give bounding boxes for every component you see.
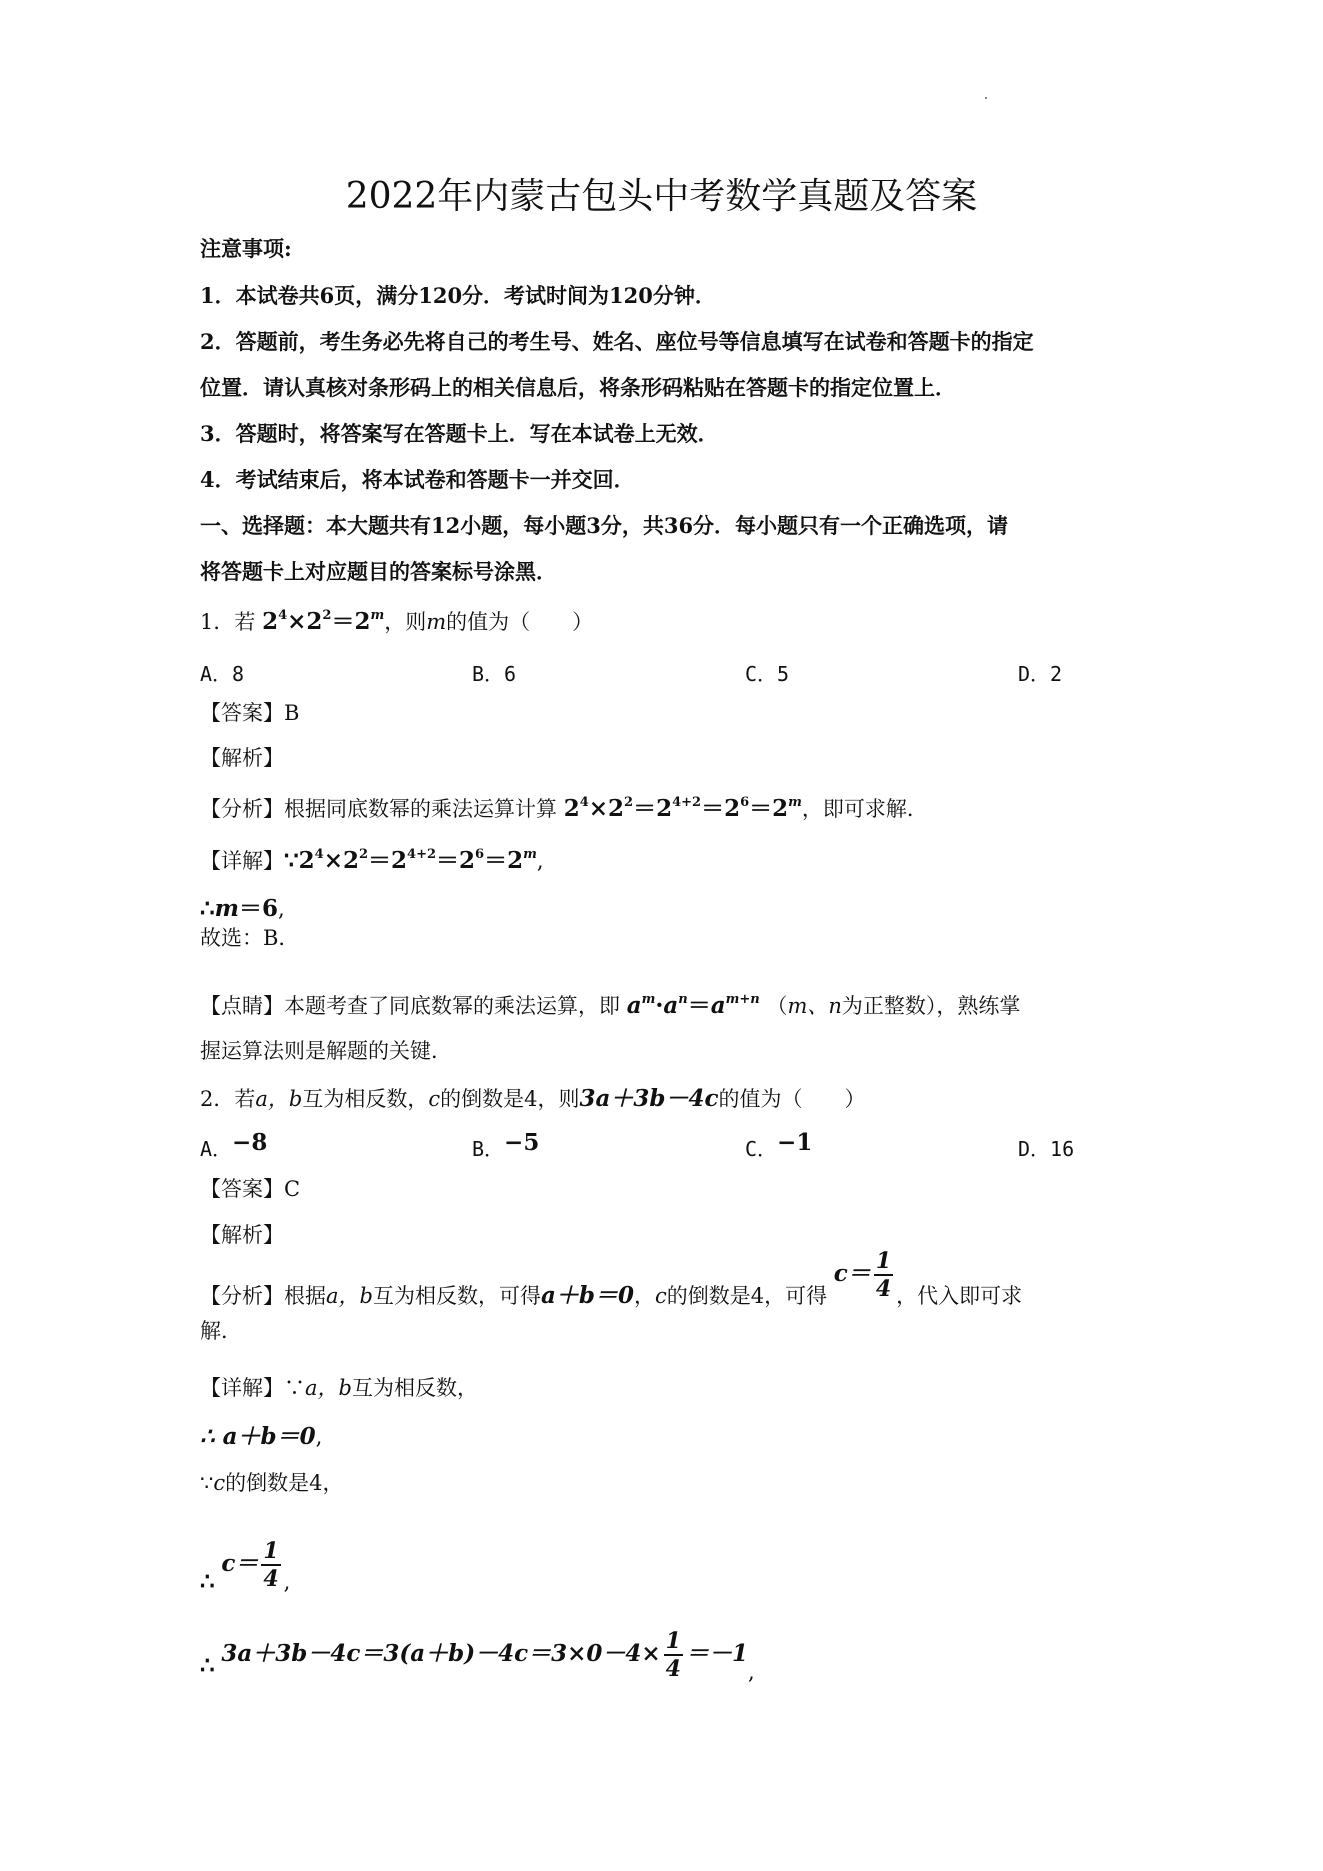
q2-fenxi-prefix: 【分析】根据 — [200, 1284, 326, 1308]
q2-fenxi-mid2: ， — [633, 1284, 655, 1308]
q1-suffix-2: 的值为（ ） — [446, 610, 594, 634]
q1-dianjing-formula: $a^m\cdot a^n=a^{m+n}$ — [626, 992, 760, 1019]
q1-therefore-comma: , — [278, 897, 285, 921]
q2-mid2: 的倒数是4，则 — [440, 1087, 580, 1111]
q1-therefore-formula: ∴m＝6 — [200, 895, 278, 922]
q1-xiangjie-formula: $\because 2^4\times 2^2=2^{4+2}=2^6=2^m$ — [284, 847, 537, 874]
q1-fenxi-suffix: ，即可求解． — [801, 797, 928, 821]
notice-item-3: 3．答题时，将答案写在答题卡上．写在本试卷上无效． — [200, 421, 719, 446]
q1-dianjing-mn: m、n — [787, 994, 842, 1018]
page-title: 2022年内蒙古包头中考数学真题及答案 — [345, 176, 978, 217]
q2-step-3-formula: c＝ $\frac{1}{4}$ — [221, 1538, 279, 1592]
q1-xiangjie-prefix: 【详解】 — [200, 849, 284, 873]
q2-fenxi — [200, 1248, 1023, 1322]
q1-option-c: C．5 — [745, 662, 790, 686]
notice-item-2: 2．答题前，考生务必先将自己的考生号、姓名、座位号等信息填写在试卷和答题卡的指定 — [200, 329, 1034, 354]
q2-var-ab: a，b — [255, 1087, 303, 1111]
q2-option-d: D．16 — [1018, 1137, 1075, 1161]
q1-option-d: D．2 — [1018, 662, 1063, 686]
q2-step-2-var-c: c — [213, 1471, 226, 1495]
q2-fenxi-suffix: ，代入即可求 — [896, 1284, 1023, 1308]
q2-step-4-formula: 3a＋3b－4c＝3(a＋b)－4c＝3×0－4× $\frac{1}{4}$ ＝－1 — [221, 1628, 748, 1682]
q2-step-4 — [200, 1628, 755, 1684]
q2-option-c-value: −1 — [777, 1129, 813, 1156]
q2-option-b — [472, 1129, 540, 1162]
q1-fenxi-formula: $2^4\times 2^2=2^{4+2}=2^6=2^m$ — [563, 795, 802, 822]
q2-mid1: 互为相反数， — [302, 1087, 429, 1111]
notice-item-1: 1．本试卷共6页，满分120分．考试时间为120分钟． — [200, 283, 716, 308]
q1-option-b: B．6 — [472, 662, 517, 686]
q2-suffix: 的值为（ ） — [718, 1087, 866, 1111]
q2-option-a — [200, 1129, 268, 1162]
q2-fenxi-line2: 解． — [200, 1319, 242, 1343]
q1-therefore — [200, 895, 285, 924]
q2-step-3-therefore: ∴ — [200, 1568, 215, 1595]
q2-xiangjie-prefix: 【详解】∵ — [200, 1376, 305, 1400]
q1-dianjing-line2: 握运算法则是解题的关键． — [200, 1039, 452, 1063]
q2-analysis-label: 【解析】 — [200, 1223, 284, 1247]
q2-xiangjie-suffix: 互为相反数， — [351, 1376, 478, 1400]
q2-xiangjie-var-ab: a，b — [305, 1376, 352, 1400]
q2-expression: 3a＋3b－4c — [579, 1085, 719, 1112]
section-heading-line1: 一、选择题：本大题共有12小题，每小题3分，共36分．每小题只有一个正确选项，请 — [200, 513, 1009, 538]
q2-fenxi-var-ab: a，b — [326, 1284, 373, 1308]
q2-step-4-comma: , — [747, 1660, 755, 1684]
q1-option-a: A．8 — [200, 662, 245, 686]
q1-answer: 【答案】B — [200, 701, 300, 725]
q1-analysis-label: 【解析】 — [200, 746, 284, 770]
q2-answer: 【答案】C — [200, 1177, 301, 1201]
notice-heading: 注意事项: — [200, 236, 292, 261]
q2-option-c — [745, 1129, 813, 1162]
q2-fenxi-formula-1: a＋b＝0 — [540, 1282, 634, 1309]
q1-dianjing — [200, 992, 1020, 1021]
notice-item-4: 4．考试结束后，将本试卷和答题卡一并交回． — [200, 467, 635, 492]
q1-prefix: 1．若 — [200, 610, 256, 634]
q2-option-a-value: −8 — [232, 1129, 268, 1156]
fraction-one-quarter: $\frac{1}{4}$ — [875, 1248, 892, 1302]
q2-fenxi-mid1: 互为相反数，可得 — [372, 1284, 541, 1308]
q1-stem — [200, 608, 593, 637]
q1-fenxi — [200, 795, 928, 824]
q1-fenxi-prefix: 【分析】根据同底数幂的乘法运算计算 — [200, 797, 557, 821]
fraction-one-quarter-2: $\frac{1}{4}$ — [263, 1538, 279, 1592]
q2-prefix: 2．若 — [200, 1087, 256, 1111]
q1-formula: $2^4\times 2^2=2^m$ — [262, 608, 385, 635]
q2-option-b-label: B． — [472, 1137, 505, 1161]
q2-fenxi-mid3: 的倒数是4，可得 — [666, 1284, 828, 1308]
q1-suffix-1: ，则 — [384, 610, 427, 634]
q1-choose: 故选：B． — [200, 926, 300, 950]
q2-step-3 — [200, 1538, 291, 1595]
q2-stem — [200, 1085, 865, 1114]
notice-item-2-cont: 位置．请认真核对条形码上的相关信息后，将条形码粘贴在答题卡的指定位置上． — [200, 375, 956, 400]
q2-step-3-comma: , — [283, 1570, 291, 1594]
q1-xiangjie — [200, 847, 544, 876]
q2-fenxi-formula-2: c＝ $\frac{1}{4}$ — [833, 1248, 892, 1302]
q1-var-m: m — [426, 610, 447, 634]
stray-mark — [985, 97, 987, 99]
q2-fenxi-var-c: c — [654, 1284, 667, 1308]
fraction-one-quarter-3: $\frac{1}{4}$ — [665, 1628, 681, 1682]
q2-option-a-label: A． — [200, 1137, 233, 1161]
q2-step-4-therefore: ∴ — [200, 1652, 215, 1679]
q2-var-c: c — [428, 1087, 441, 1111]
q2-option-b-value: −5 — [504, 1129, 540, 1156]
q2-option-c-label: C． — [745, 1137, 778, 1161]
q1-dianjing-suffix: 为正整数），熟练掌 — [841, 994, 1021, 1018]
q2-xiangjie — [200, 1375, 478, 1401]
q1-xiangjie-comma: , — [536, 849, 544, 873]
q2-step-1 — [200, 1423, 322, 1452]
q2-step-1-formula: ∴ a＋b＝0 — [200, 1423, 316, 1450]
q2-step-2-prefix: ∵ — [200, 1471, 214, 1495]
section-heading-line2: 将答题卡上对应题目的答案标号涂黑． — [200, 559, 557, 584]
q1-dianjing-mid: （ — [766, 994, 788, 1018]
q1-dianjing-prefix: 【点睛】本题考查了同底数幂的乘法运算，即 — [200, 994, 620, 1018]
q2-step-2-suffix: 的倒数是4， — [225, 1471, 344, 1495]
q2-step-2 — [200, 1470, 344, 1496]
q2-step-1-comma: , — [315, 1425, 323, 1449]
